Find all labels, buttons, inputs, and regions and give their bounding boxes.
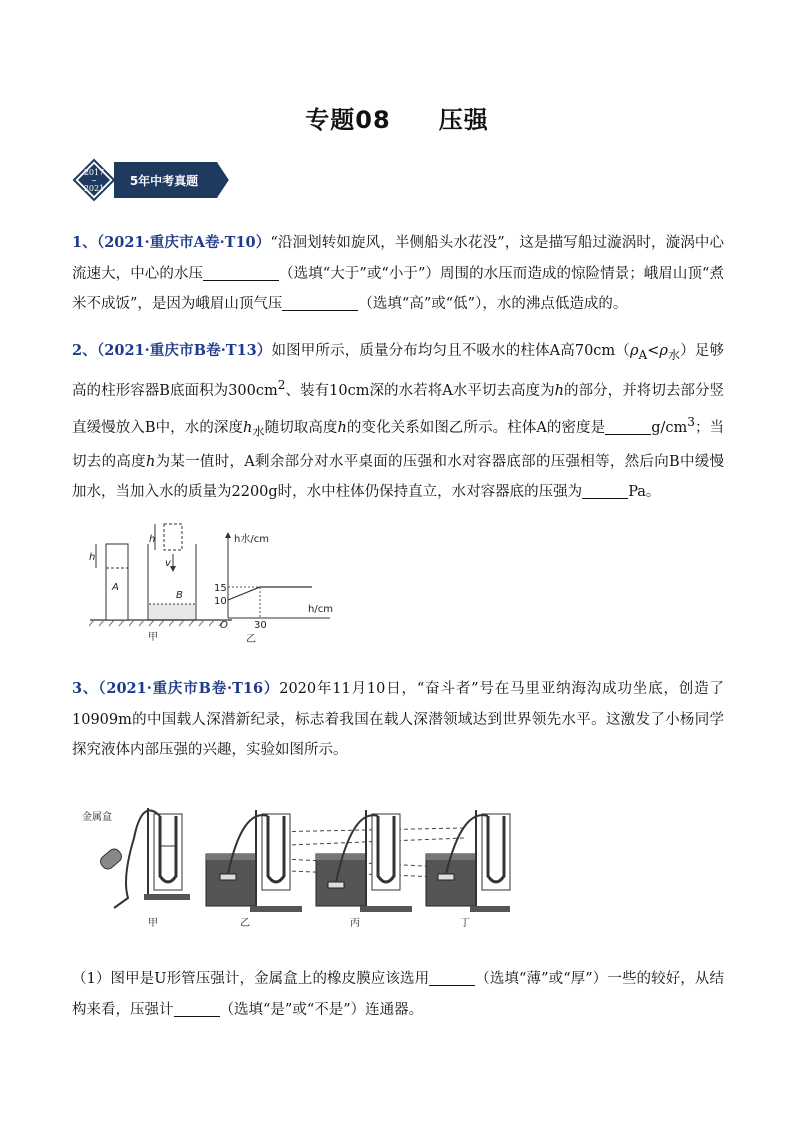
- apparatus-ding: [426, 810, 510, 912]
- q1-blank-1[interactable]: [203, 264, 279, 281]
- q2-rho-w: ρ: [659, 343, 668, 359]
- q2-text-7: g/cm: [651, 419, 688, 436]
- q2-text-5: 随切取高度: [264, 419, 338, 436]
- badge-year-end: 2021: [83, 184, 105, 193]
- q2-h-1: h: [554, 383, 564, 400]
- apparatus-jia: [98, 808, 190, 908]
- q3-sub1-text-c: （选填“是”或“不是”）连通器。: [219, 1001, 424, 1018]
- q2-sub-a: A: [638, 347, 648, 362]
- fig2-label-jia: 甲: [148, 632, 158, 643]
- fig3-label-bing: 丙: [350, 918, 360, 929]
- q2-text-6: 的变化关系如图乙所示。柱体A的密度是: [346, 419, 606, 436]
- fig2-h-label-a: h: [89, 552, 96, 563]
- q2-text-9: 为某一值时，A剩余部分对水平桌面的压强和水对容器底部的压强相等，然后向B中缓慢加水，当加入水的质量为2200g时，水中柱体仍保持直立，水对容器底的压强为: [72, 453, 725, 501]
- fig2-v-label: v: [165, 558, 171, 569]
- q2-h-4: h: [145, 453, 156, 470]
- q2-h-2: h: [243, 419, 253, 436]
- fig2-h-label-b: h: [149, 534, 156, 545]
- q2-h-3: h: [337, 419, 347, 436]
- q2-sup-3: 3: [687, 414, 695, 429]
- q1-text-a: “沿洄划转如旋风，半侧船头水花没”，这是描写船过漩涡时，漩涡中心流速大，中心的水压: [72, 235, 725, 282]
- figure-2: [86, 518, 336, 646]
- question-3-part-1: [72, 964, 724, 1025]
- q2-sup-2: 2: [277, 378, 286, 393]
- fig2-b-label: B: [176, 590, 183, 601]
- q2-text-8: ；当切去的高度: [72, 419, 725, 470]
- section-badge: [72, 158, 232, 202]
- fig2-yaxis-label: h水/cm: [234, 534, 269, 545]
- question-3: [72, 674, 724, 766]
- q2-text-2: ）足够高的柱形容器B底面积为300cm: [72, 343, 725, 400]
- q2-text-4: 的部分，并将切去部分竖直缓慢放入B中，水的深度: [72, 383, 725, 436]
- q2-text-10: Pa。: [628, 484, 661, 501]
- fig2-label-yi: 乙: [246, 634, 256, 645]
- question-2: [72, 336, 724, 508]
- fig3-metal-box-label: 金属盒: [82, 812, 112, 823]
- fig3-label-ding: 丁: [460, 918, 470, 929]
- badge-dash: ~: [91, 177, 97, 185]
- fig2-tick-30: 30: [254, 620, 267, 631]
- q3-blank-1[interactable]: [429, 969, 475, 986]
- figure-3: [82, 798, 512, 930]
- q2-source: （2021·重庆市B卷·T13）: [96, 342, 272, 359]
- question-1: [72, 228, 724, 320]
- badge-label: 5年中考真题: [129, 174, 199, 188]
- q1-blank-2[interactable]: [282, 294, 358, 311]
- q2-text-1: 如图甲所示，质量分布均匀且不吸水的柱体A高70cm（: [271, 343, 630, 359]
- q1-text-b: （选填“大于”或“小于”）周围的水压而造成的惊险情景；峨眉山顶“煮米不成饭”，是因为峨眉山顶气压: [72, 265, 725, 312]
- apparatus-yi: [206, 810, 302, 912]
- fig2-tick-15: 15: [214, 583, 227, 594]
- q1-text-c: （选填“高”或“低”），水的沸点低造成的。: [358, 296, 628, 312]
- q3-sub1-text-a: （1）图甲是U形管压强计，金属盒上的橡皮膜应该选用: [72, 971, 430, 987]
- fig2-xaxis-label: h/cm: [308, 604, 333, 615]
- q3-text: 2020年11月10日，“奋斗者”号在马里亚纳海沟成功坐底，创造了10909m的中国载人深潜新纪录，标志着我国在载人深潜领域达到世界领先水平。这激发了小杨同学探究液体内部压强的兴趣，实验如图所示。: [72, 681, 724, 758]
- q3-blank-2[interactable]: [174, 1000, 220, 1017]
- badge-year-start: 2017: [83, 168, 105, 177]
- q2-text-3: 、装有10cm深的水若将A水平切去高度为: [285, 383, 555, 400]
- q1-number: 1、: [72, 234, 97, 251]
- page-title: 专题08 压强: [305, 106, 489, 134]
- q2-lt: <: [647, 343, 660, 359]
- fig3-label-yi: 乙: [240, 918, 250, 929]
- q3-sub1-text-b: （选填“薄”或“厚”）一些的较好，从结构来看，压强计: [72, 971, 724, 1018]
- q1-source: （2021·重庆市A卷·T10）: [96, 234, 271, 251]
- fig3-label-jia: 甲: [148, 918, 158, 929]
- q2-number: 2、: [72, 342, 97, 359]
- apparatus-bing: [316, 810, 412, 912]
- q3-number: 3、: [72, 680, 99, 697]
- q2-sub-w2: 水: [252, 424, 265, 439]
- q2-blank-1[interactable]: [605, 418, 651, 435]
- q2-blank-2[interactable]: [582, 482, 628, 499]
- q2-rho-a: ρ: [629, 343, 639, 359]
- q3-source: （2021·重庆市B卷·T16）: [98, 680, 280, 697]
- fig2-tick-10: 10: [214, 596, 227, 607]
- fig2-a-label: A: [112, 582, 119, 593]
- fig2-origin: O: [220, 620, 228, 631]
- q2-sub-w: 水: [667, 347, 681, 362]
